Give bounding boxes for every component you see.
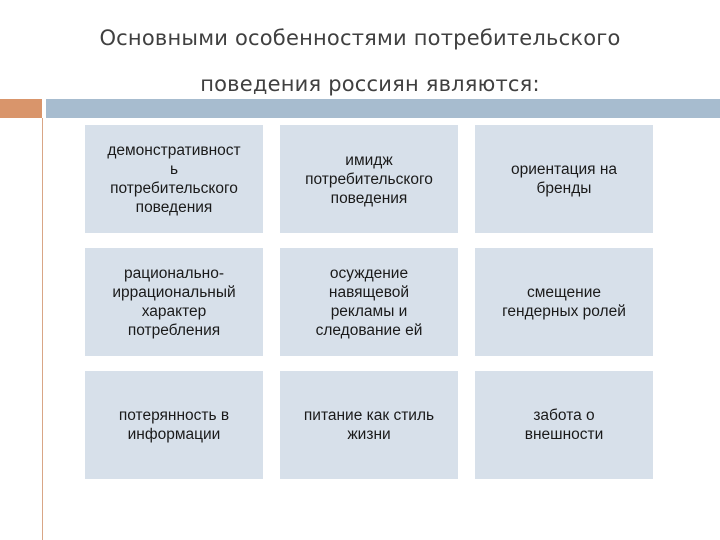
feature-text: смещение гендерных ролей — [502, 284, 626, 320]
feature-text: ориентация на бренды — [510, 161, 618, 197]
feature-box — [85, 371, 263, 479]
feature-box — [475, 371, 653, 479]
feature-text: рационально- иррациональный характер потребления — [112, 265, 236, 339]
feature-text: питание как стиль жизни — [303, 407, 435, 443]
accent-bar-blue — [46, 99, 720, 118]
feature-text: демонстративност ь потребительского поведения — [107, 142, 241, 216]
accent-bar-orange — [0, 99, 42, 118]
feature-text: забота о внешности — [524, 407, 604, 443]
slide-title-line-2: поведения россиян являются: — [200, 72, 540, 96]
feature-box — [280, 371, 458, 479]
feature-box — [85, 125, 263, 233]
feature-text: имидж потребительского поведения — [305, 151, 433, 207]
feature-box — [280, 248, 458, 356]
feature-text: потерянность в информации — [118, 407, 230, 443]
features-grid — [85, 125, 653, 479]
accent-vertical-line — [42, 118, 43, 540]
feature-text: осуждение навящевой рекламы и следование ей — [315, 265, 423, 339]
feature-box — [475, 125, 653, 233]
feature-box — [475, 248, 653, 356]
feature-box — [280, 125, 458, 233]
feature-box — [85, 248, 263, 356]
slide-title-line-1: Основными особенностями потребительского — [99, 26, 621, 50]
